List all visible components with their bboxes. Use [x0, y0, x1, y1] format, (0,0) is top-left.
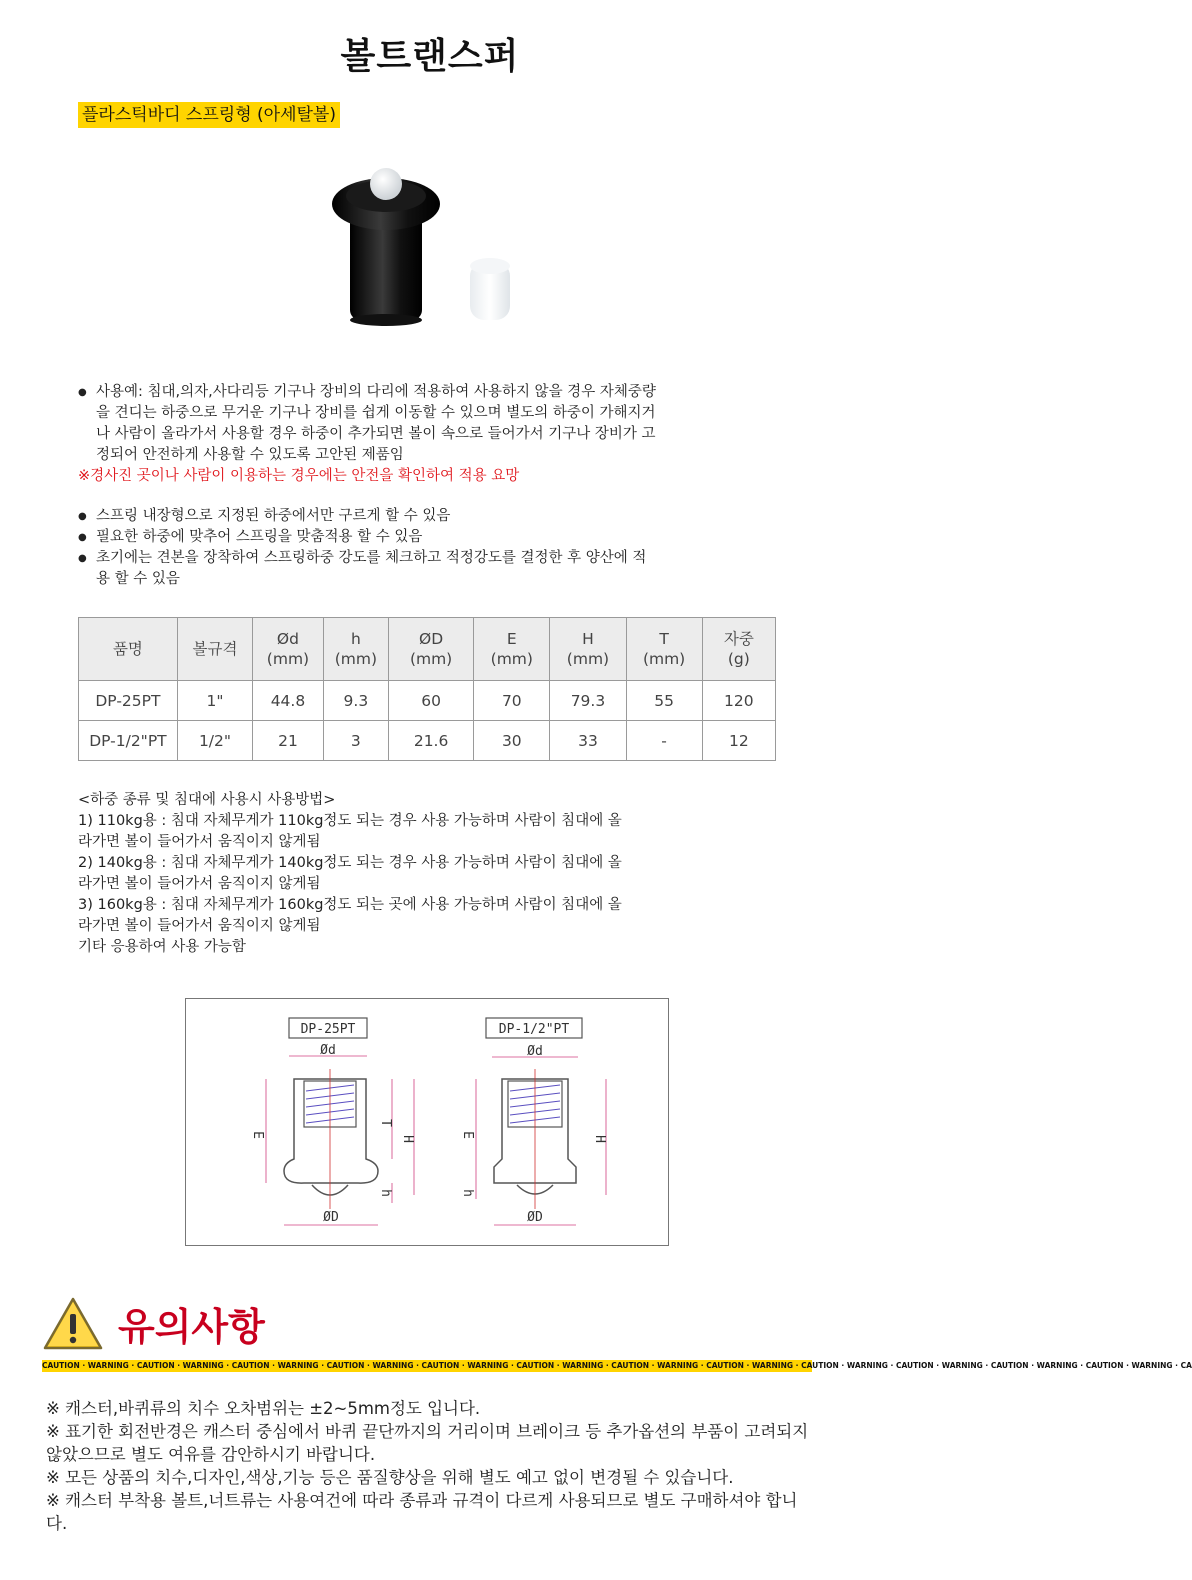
table-cell: 60: [388, 681, 473, 721]
warning-triangle-icon: [42, 1296, 104, 1352]
table-cell: 33: [550, 721, 626, 761]
feature-bullet: ● 필요한 하중에 맞추어 스프링을 맞춤적용 할 수 있음: [78, 527, 658, 548]
header-cell: 자중 (g): [702, 618, 775, 681]
usage-method-line: 라가면 볼이 들어가서 움직이지 않게됨: [78, 834, 321, 850]
header-cell: Ød (mm): [253, 618, 324, 681]
header-cell: H (mm): [550, 618, 626, 681]
notes-list: [46, 1397, 816, 1535]
feature-list: [78, 506, 658, 590]
usage-method-line: 1) 110kg용 : 침대 자체무게가 110kg정도 되는 경우 사용 가능하며 사람이 침대에 올: [78, 813, 622, 829]
usage-method-line: 라가면 볼이 들어가서 움직이지 않게됨: [78, 876, 321, 892]
dim-D-right: ØD: [527, 1210, 543, 1225]
spec-table: [78, 617, 776, 761]
note-item: ※ 표기한 회전반경은 캐스터 중심에서 바퀴 끝단까지의 거리이며 브레이크 등 추가옵션의 부품이 고려되지 않았으므로 별도 여유를 감안하시기 바랍니다.: [46, 1422, 809, 1464]
table-row: [79, 721, 776, 761]
note-item: ※ 캐스터,바퀴류의 치수 오차범위는 ±2~5mm정도 입니다.: [46, 1399, 481, 1418]
drawing-label-right: DP-1/2"PT: [498, 1022, 570, 1037]
table-cell: 1": [177, 681, 252, 721]
table-cell: DP-1/2"PT: [79, 721, 178, 761]
table-cell: 12: [702, 721, 775, 761]
dim-E-right: E: [460, 1131, 475, 1139]
usage-method-line: 3) 160kg용 : 침대 자체무게가 160kg정도 되는 곳에 사용 가능하며 사람이 침대에 올: [78, 897, 622, 913]
table-cell: 120: [702, 681, 775, 721]
table-row: [79, 681, 776, 721]
safety-warning: ※경사진 곳이나 사람이 이용하는 경우에는 안전을 확인하여 적용 요망: [78, 468, 520, 484]
note-item: ※ 캐스터 부착용 볼트,너트류는 사용여건에 따라 종류과 규격이 다르게 사용되므로 별도 구매하셔야 합니다.: [46, 1491, 798, 1533]
drawing-label-left: DP-25PT: [300, 1022, 356, 1037]
usage-method: [78, 790, 658, 958]
dim-d-right: Ød: [527, 1044, 543, 1059]
usage-method-line: 2) 140kg용 : 침대 자체무게가 140kg정도 되는 경우 사용 가능하며 사람이 침대에 올: [78, 855, 622, 871]
note-item: ※ 모든 상품의 치수,디자인,색상,기능 등은 품질향상을 위해 별도 예고 없이 변경될 수 있습니다.: [46, 1468, 734, 1487]
feature-bullet: ● 초기에는 견본을 장착하여 스프링하중 강도를 체크하고 적정강도를 결정한 후 양산에 적용 할 수 있음: [78, 548, 658, 590]
product-image: [320, 162, 550, 337]
header-cell: ØD (mm): [388, 618, 473, 681]
table-cell: 9.3: [323, 681, 388, 721]
feature-bullet: ● 스프링 내장형으로 지정된 하중에서만 구르게 할 수 있음: [78, 506, 658, 527]
table-cell: 21: [253, 721, 324, 761]
usage-method-line: 라가면 볼이 들어가서 움직이지 않게됨: [78, 918, 321, 934]
product-subtitle: 플라스틱바디 스프링형 (아세탈볼): [78, 102, 340, 128]
header-cell: 볼규격: [177, 618, 252, 681]
caution-tape: CAUTION · WARNING · CAUTION · WARNING · CAUTION · WARNING · CAUTION · WARNING · CAUTION · WARNING · CAUTION · WARNING · CAUTION · WARNING · CAUTION · WARNING · CAUTION · WARNING · CAUTION · WARNING · CAUTION · WARNING · CAUTION · WARNING · CA: [42, 1361, 1192, 1370]
dim-H-left: H: [400, 1135, 415, 1143]
page-title: 볼트랜스퍼: [340, 36, 520, 77]
usage-bullet: ● 사용예: 침대,의자,사다리등 기구나 장비의 다리에 적용하여 사용하지 않을 경우 자체중량을 견디는 하중으로 무거운 기구나 장비를 쉽게 이동할 수 있으며 별도의 하중이 가해지거나 사람이 올라가서 사용할 경우 하중이 추가되면 볼이 속으로 들어가서 기구나 장비가 고정되어 안전하게 사용할 수 있도록 고안된 제품임: [78, 382, 658, 466]
caution-title: 유의사항: [118, 1305, 265, 1349]
dim-E-left: E: [250, 1131, 265, 1139]
header-cell: 품명: [79, 618, 178, 681]
table-cell: 1/2": [177, 721, 252, 761]
header-cell: h (mm): [323, 618, 388, 681]
header-cell: T (mm): [626, 618, 702, 681]
usage-method-heading: <하중 종류 및 침대에 사용시 사용방법>: [78, 792, 336, 808]
dim-T-left: T: [378, 1119, 393, 1127]
table-cell: DP-25PT: [79, 681, 178, 721]
header-cell: E (mm): [474, 618, 550, 681]
table-cell: 44.8: [253, 681, 324, 721]
technical-drawing: [185, 998, 669, 1246]
dim-d-left: Ød: [320, 1043, 336, 1058]
table-cell: 3: [323, 721, 388, 761]
usage-method-line: 기타 응용하여 사용 가능함: [78, 939, 246, 955]
table-cell: 30: [474, 721, 550, 761]
table-cell: 21.6: [388, 721, 473, 761]
table-cell: -: [626, 721, 702, 761]
table-cell: 70: [474, 681, 550, 721]
dim-H-right: H: [592, 1135, 607, 1143]
dim-h-right: h: [460, 1189, 475, 1197]
usage-description: [78, 382, 658, 487]
table-header-row: [79, 618, 776, 681]
dim-h-left: h: [378, 1189, 393, 1197]
dim-D-left: ØD: [323, 1210, 339, 1225]
table-cell: 55: [626, 681, 702, 721]
table-cell: 79.3: [550, 681, 626, 721]
